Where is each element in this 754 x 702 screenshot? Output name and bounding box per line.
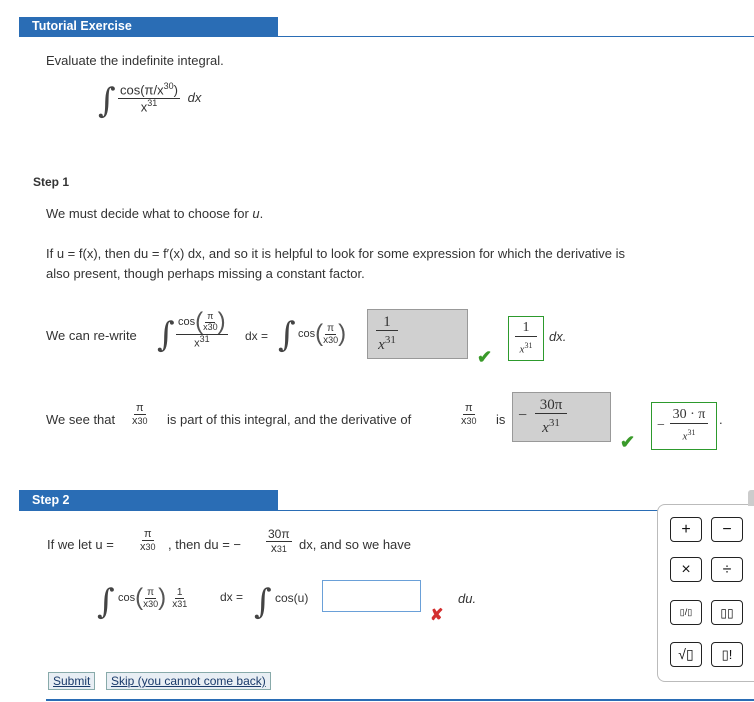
integral-sign: ∫: [254, 582, 272, 622]
divide-button[interactable]: ÷: [711, 557, 743, 582]
sqrt-button[interactable]: √▯: [670, 642, 702, 667]
step1-p2-line1: If u = f(x), then du = f′(x) dx, and so it is helpful to look for some expression for which the derivative is: [46, 246, 626, 261]
step2-rule: [19, 510, 754, 511]
header-rule: [19, 36, 754, 37]
derivative-end: .: [719, 412, 723, 427]
fraction-button[interactable]: ▯/▯: [670, 600, 702, 625]
see-fraction-2: $\frac{\pi}{x30}$: [461, 402, 477, 428]
step2-then-du: , then du = −: [168, 537, 242, 552]
check-icon: ✔: [477, 347, 493, 367]
submit-button[interactable]: Submit: [48, 672, 95, 690]
step2-answer-input[interactable]: [322, 580, 421, 612]
step2-tail: dx, and so we have: [299, 537, 412, 552]
plus-button[interactable]: +: [670, 517, 702, 542]
step1-p2-line2: also present, though perhaps missing a constant factor.: [46, 266, 365, 281]
integral-sign: ∫: [157, 315, 175, 355]
rewrite-cos-term: cos( $\frac{\pi}{x30}$ ): [298, 320, 347, 347]
palette-scroll-edge: [748, 490, 754, 506]
integral-sign: ∫: [98, 81, 116, 121]
step2-let-label: If we let u =: [47, 537, 114, 552]
bottom-rule: [46, 699, 754, 701]
step1-title: Step 1: [33, 175, 70, 189]
see-is: is: [496, 412, 506, 427]
step2-u-fraction: $\frac{\pi}{x30}$: [140, 528, 156, 554]
derivative-answer-box[interactable]: − 30π $x^{31}$: [512, 392, 611, 442]
rewrite-left-fraction: cos( $\frac{\pi}{x30}$ ) $x^{31}$: [178, 308, 226, 350]
see-fraction-1: $\frac{\pi}{x30}$: [132, 402, 148, 428]
minus-button[interactable]: −: [711, 517, 743, 542]
rewrite-dx-eq: dx =: [245, 329, 269, 343]
rewrite-correct-answer: 1 $x^{31}$: [508, 316, 544, 361]
step1-p1: We must decide what to choose for u.: [46, 206, 264, 221]
factorial-button[interactable]: ▯!: [711, 642, 743, 667]
rewrite-answer-box[interactable]: 1 $x^{31}$: [367, 309, 468, 359]
rewrite-label: We can re-write: [46, 328, 137, 343]
step2-header: Step 2: [19, 490, 278, 510]
integral-sign: ∫: [97, 582, 115, 622]
skip-button[interactable]: Skip (you cannot come back): [106, 672, 271, 690]
step2-dx-eq: dx =: [220, 590, 244, 604]
see-label: We see that: [46, 412, 116, 427]
step2-du: du.: [458, 591, 477, 606]
step2-cos-term: cos( $\frac{\pi}{x30}$ ) $\frac{1}{x31}$: [118, 584, 188, 611]
rewrite-dx: dx.: [549, 329, 567, 344]
main-integral: $\frac{\cos(\pi/x^{30})}{x^{31}}$ dx: [120, 81, 202, 114]
step2-du-fraction: $\frac{30\pi}{x31}$: [268, 527, 290, 556]
power-button[interactable]: ▯▯: [711, 600, 743, 625]
derivative-correct-answer: − 30 · π $x^{31}$: [651, 402, 717, 450]
see-mid-text: is part of this integral, and the derivative of: [167, 412, 412, 427]
wrong-icon: ✘: [430, 607, 444, 624]
step2-cosu: cos(u): [275, 591, 309, 605]
tutorial-header: Tutorial Exercise: [19, 17, 278, 36]
check-icon: ✔: [620, 432, 636, 452]
times-button[interactable]: ×: [670, 557, 702, 582]
integral-sign: ∫: [278, 315, 296, 355]
prompt-text: Evaluate the indefinite integral.: [46, 53, 224, 68]
